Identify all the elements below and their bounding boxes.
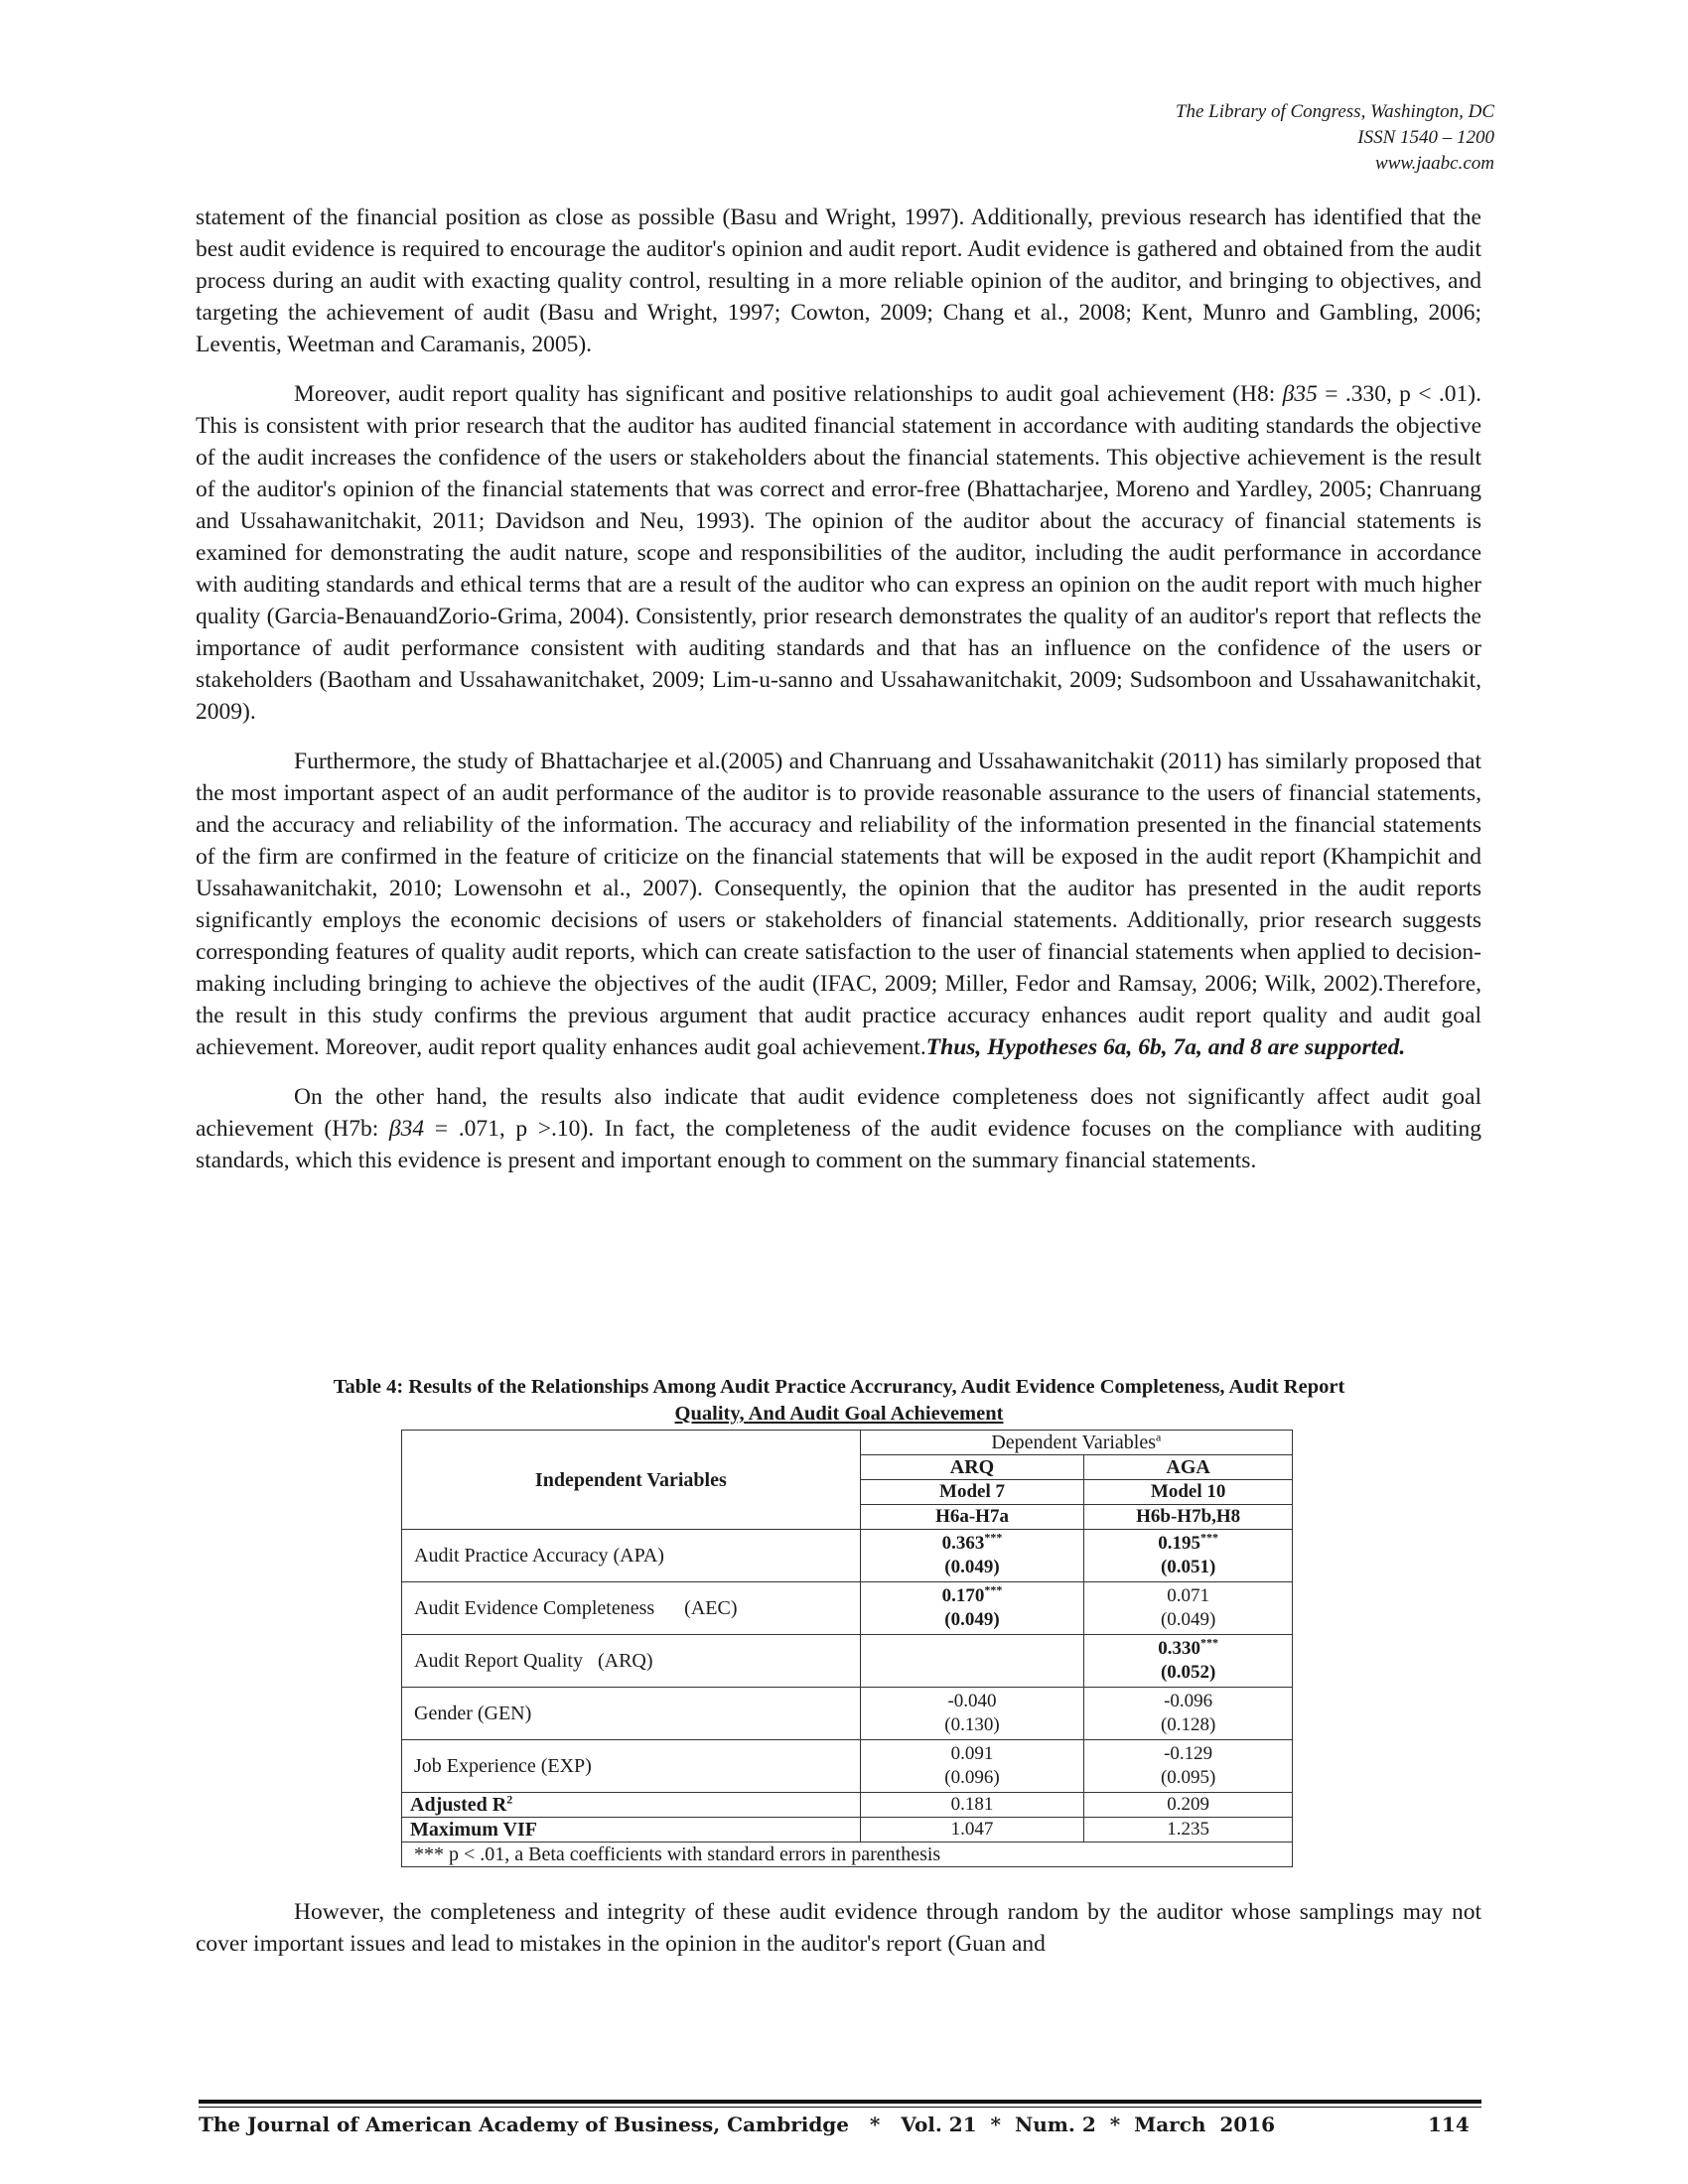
max-vif-aga: 1.235 <box>1084 1818 1293 1843</box>
coef: -0.129 <box>1164 1743 1213 1764</box>
running-header <box>1176 99 1494 177</box>
coef: 0.170 <box>941 1585 985 1606</box>
cell-aga <box>1084 1688 1293 1740</box>
table-note: *** p < .01, a Beta coefficients with standard errors in parenthesis <box>402 1843 1293 1867</box>
row-label: Job Experience (EXP) <box>402 1740 861 1793</box>
std-error: (0.049) <box>1160 1609 1216 1630</box>
table-row <box>402 1740 1293 1793</box>
col-arq: ARQ <box>860 1455 1084 1480</box>
table-row <box>402 1530 1293 1582</box>
footer-rule-thick <box>199 2100 1481 2104</box>
independent-variables-header: Independent Variables <box>402 1431 861 1530</box>
dependent-sup: a <box>1156 1430 1162 1444</box>
table-caption <box>199 1374 1479 1428</box>
paragraph-4-rest: = .071, p >.10). In fact, the completeness of the audit evidence focuses on the compliance with auditing standards, which this evidence is present and important enough to comment on the summary financial statements. <box>196 1116 1481 1173</box>
cell-arq <box>860 1530 1084 1582</box>
table-row <box>402 1688 1293 1740</box>
body-text-after-table <box>196 1896 1481 1978</box>
cell-arq <box>860 1688 1084 1740</box>
std-error: (0.051) <box>1160 1557 1216 1577</box>
model-7: Model 7 <box>860 1480 1084 1505</box>
sig: *** <box>984 1530 1003 1545</box>
row-label: Audit Practice Accuracy (APA) <box>402 1530 861 1582</box>
coef: 0.363 <box>941 1533 985 1554</box>
cell-arq <box>860 1582 1084 1635</box>
header-website: www.jaabc.com <box>1375 153 1494 174</box>
coef: 0.330 <box>1158 1638 1201 1659</box>
coef: 0.195 <box>1158 1533 1201 1554</box>
body-text <box>196 202 1481 1194</box>
sig: *** <box>1200 1635 1219 1650</box>
sig: *** <box>984 1582 1003 1597</box>
paragraph-2 <box>196 378 1481 728</box>
beta-34: β34 <box>388 1116 425 1142</box>
col-aga: AGA <box>1084 1455 1293 1480</box>
max-vif-arq: 1.047 <box>860 1818 1084 1843</box>
std-error: (0.052) <box>1160 1662 1216 1683</box>
max-vif-label: Maximum VIF <box>402 1818 861 1843</box>
adjusted-r2-label <box>402 1793 861 1818</box>
cell-arq <box>860 1635 1084 1688</box>
hyp-model-10: H6b-H7b,H8 <box>1084 1505 1293 1530</box>
cell-aga <box>1084 1582 1293 1635</box>
paragraph-4 <box>196 1081 1481 1176</box>
paragraph-2-rest: = .330, p < .01). This is consistent with prior research that the auditor has audited financial statement in accordance with auditing standards the objective of the audit increases the confidence of the users or stakeholders about the financial statements. This objective achievement is the result of the auditor's opinion of the financial statements that was correct and error-free (Bhattacharjee, Moreno and Yardley, 2005; Chanruang and Ussahawanitchakit, 2011; Davidson and Neu, 1993). The opinion of the auditor about the accuracy of financial statements is examined for demonstrating the audit nature, scope and responsibilities of the auditor, including the audit performance in accordance with auditing standards and ethical terms that are a result of the auditor who can express an opinion on the audit report with much higher quality (Garcia-BenauandZorio-Grima, 2004). Consistently, prior research demonstrates the quality of an auditor's report that reflects the importance of audit performance consistent with auditing standards and that has an influence on the confidence of the users or stakeholders (Baotham and Ussahawanitchaket, 2009; Lim-u-sanno and Ussahawanitchakit, 2009; Sudsomboon and Ussahawanitchakit, 2009). <box>196 381 1481 725</box>
paragraph-5: However, the completeness and integrity of these audit evidence through random by the auditor whose samplings may not cover important issues and lead to mistakes in the opinion in the auditor's report (Guan and <box>196 1899 1481 1957</box>
table-note-row <box>402 1843 1293 1867</box>
header-issn: ISSN 1540 – 1200 <box>1357 127 1494 148</box>
adjusted-r2-arq: 0.181 <box>860 1793 1084 1818</box>
cell-arq <box>860 1740 1084 1793</box>
coef: -0.096 <box>1164 1691 1213 1711</box>
header-library: The Library of Congress, Washington, DC <box>1175 101 1494 122</box>
paragraph-2-start: Moreover, audit report quality has significant and positive relationships to audit goal achievement (H8: <box>294 381 1283 407</box>
std-error: (0.049) <box>944 1609 1000 1630</box>
dependent-variables-label: Dependent Variables <box>991 1432 1157 1453</box>
hyp-model-7: H6a-H7a <box>860 1505 1084 1530</box>
paragraph-4-start: On the other hand, the results also indicate that audit evidence completeness does not significantly affect audit goal achievement (H7b: <box>196 1084 1481 1142</box>
max-vif-row <box>402 1818 1293 1843</box>
model-10: Model 10 <box>1084 1480 1293 1505</box>
hypotheses-supported: Thus, Hypotheses 6a, 6b, 7a, and 8 are supported. <box>925 1034 1406 1060</box>
dependent-variables-header <box>860 1431 1292 1455</box>
results-table <box>401 1430 1293 1867</box>
cell-aga <box>1084 1635 1293 1688</box>
coef: -0.040 <box>947 1691 997 1711</box>
cell-aga <box>1084 1530 1293 1582</box>
coef: 0.091 <box>950 1743 994 1764</box>
sig: *** <box>1200 1530 1219 1545</box>
footer-journal: The Journal of American Academy of Business, Cambridge * Vol. 21 * Num. 2 * March 2016 <box>199 2113 1276 2136</box>
row-label: Gender (GEN) <box>402 1688 861 1740</box>
table-caption-line2: Quality, And Audit Goal Achievement <box>674 1403 1004 1425</box>
std-error: (0.095) <box>1160 1767 1216 1788</box>
cell-aga <box>1084 1740 1293 1793</box>
std-error: (0.096) <box>944 1767 1000 1788</box>
adjusted-r2-text: Adjusted R <box>410 1794 507 1816</box>
std-error: (0.049) <box>944 1557 1000 1577</box>
adjusted-r2-row <box>402 1793 1293 1818</box>
adjusted-r2-sup: 2 <box>506 1792 513 1807</box>
table-caption-line1: Table 4: Results of the Relationships Among Audit Practice Accrurancy, Audit Evidence Completeness, Audit Report <box>333 1376 1345 1398</box>
std-error: (0.128) <box>1160 1714 1216 1735</box>
table-row <box>402 1635 1293 1688</box>
beta-35: β35 <box>1282 381 1318 407</box>
adjusted-r2-aga: 0.209 <box>1084 1793 1293 1818</box>
row-label: Audit Report Quality (ARQ) <box>402 1635 861 1688</box>
table-row <box>402 1582 1293 1635</box>
std-error: (0.130) <box>944 1714 1000 1735</box>
paragraph-1: statement of the financial position as close as possible (Basu and Wright, 1997). Additionally, previous research has identified that the best audit evidence is required to encourage the auditor's opinion and audit report. Audit evidence is gathered and obtained from the audit process during an audit with exacting quality control, resulting in a more reliable opinion of the auditor, and bringing to objectives, and targeting the achievement of audit (Basu and Wright, 1997; Cowton, 2009; Chang et al., 2008; Kent, Munro and Gambling, 2006; Leventis, Weetman and Caramanis, 2005). <box>196 205 1481 357</box>
page-number: 114 <box>1428 2113 1470 2136</box>
paragraph-3 <box>196 746 1481 1063</box>
row-label: Audit Evidence Completeness (AEC) <box>402 1582 861 1635</box>
footer-rule-thin <box>199 2107 1481 2108</box>
paragraph-3-text: Furthermore, the study of Bhattacharjee et al.(2005) and Chanruang and Ussahawanitchakit (2011) has similarly proposed that the most important aspect of an audit performance of the auditor is to provide reasonable assurance to the users of financial statements, and the accuracy and reliability of the information. The accuracy and reliability of the information presented in the financial statements of the firm are confirmed in the feature of criticize on the financial statements that will be exposed in the audit report (Khampichit and Ussahawanitchakit, 2010; Lowensohn et al., 2007). Consequently, the opinion that the auditor has presented in the audit reports significantly employs the economic decisions of users or stakeholders of financial statements. Additionally, prior research suggests corresponding features of quality audit reports, which can create satisfaction to the user of financial statements when applied to decision-making including bringing to achieve the objectives of the audit (IFAC, 2009; Miller, Fedor and Ramsay, 2006; Wilk, 2002).Therefore, the result in this study confirms the previous argument that audit practice accuracy enhances audit report quality and audit goal achievement. Moreover, audit report quality enhances audit goal achievement. <box>196 749 1481 1060</box>
coef: 0.071 <box>1167 1585 1210 1606</box>
